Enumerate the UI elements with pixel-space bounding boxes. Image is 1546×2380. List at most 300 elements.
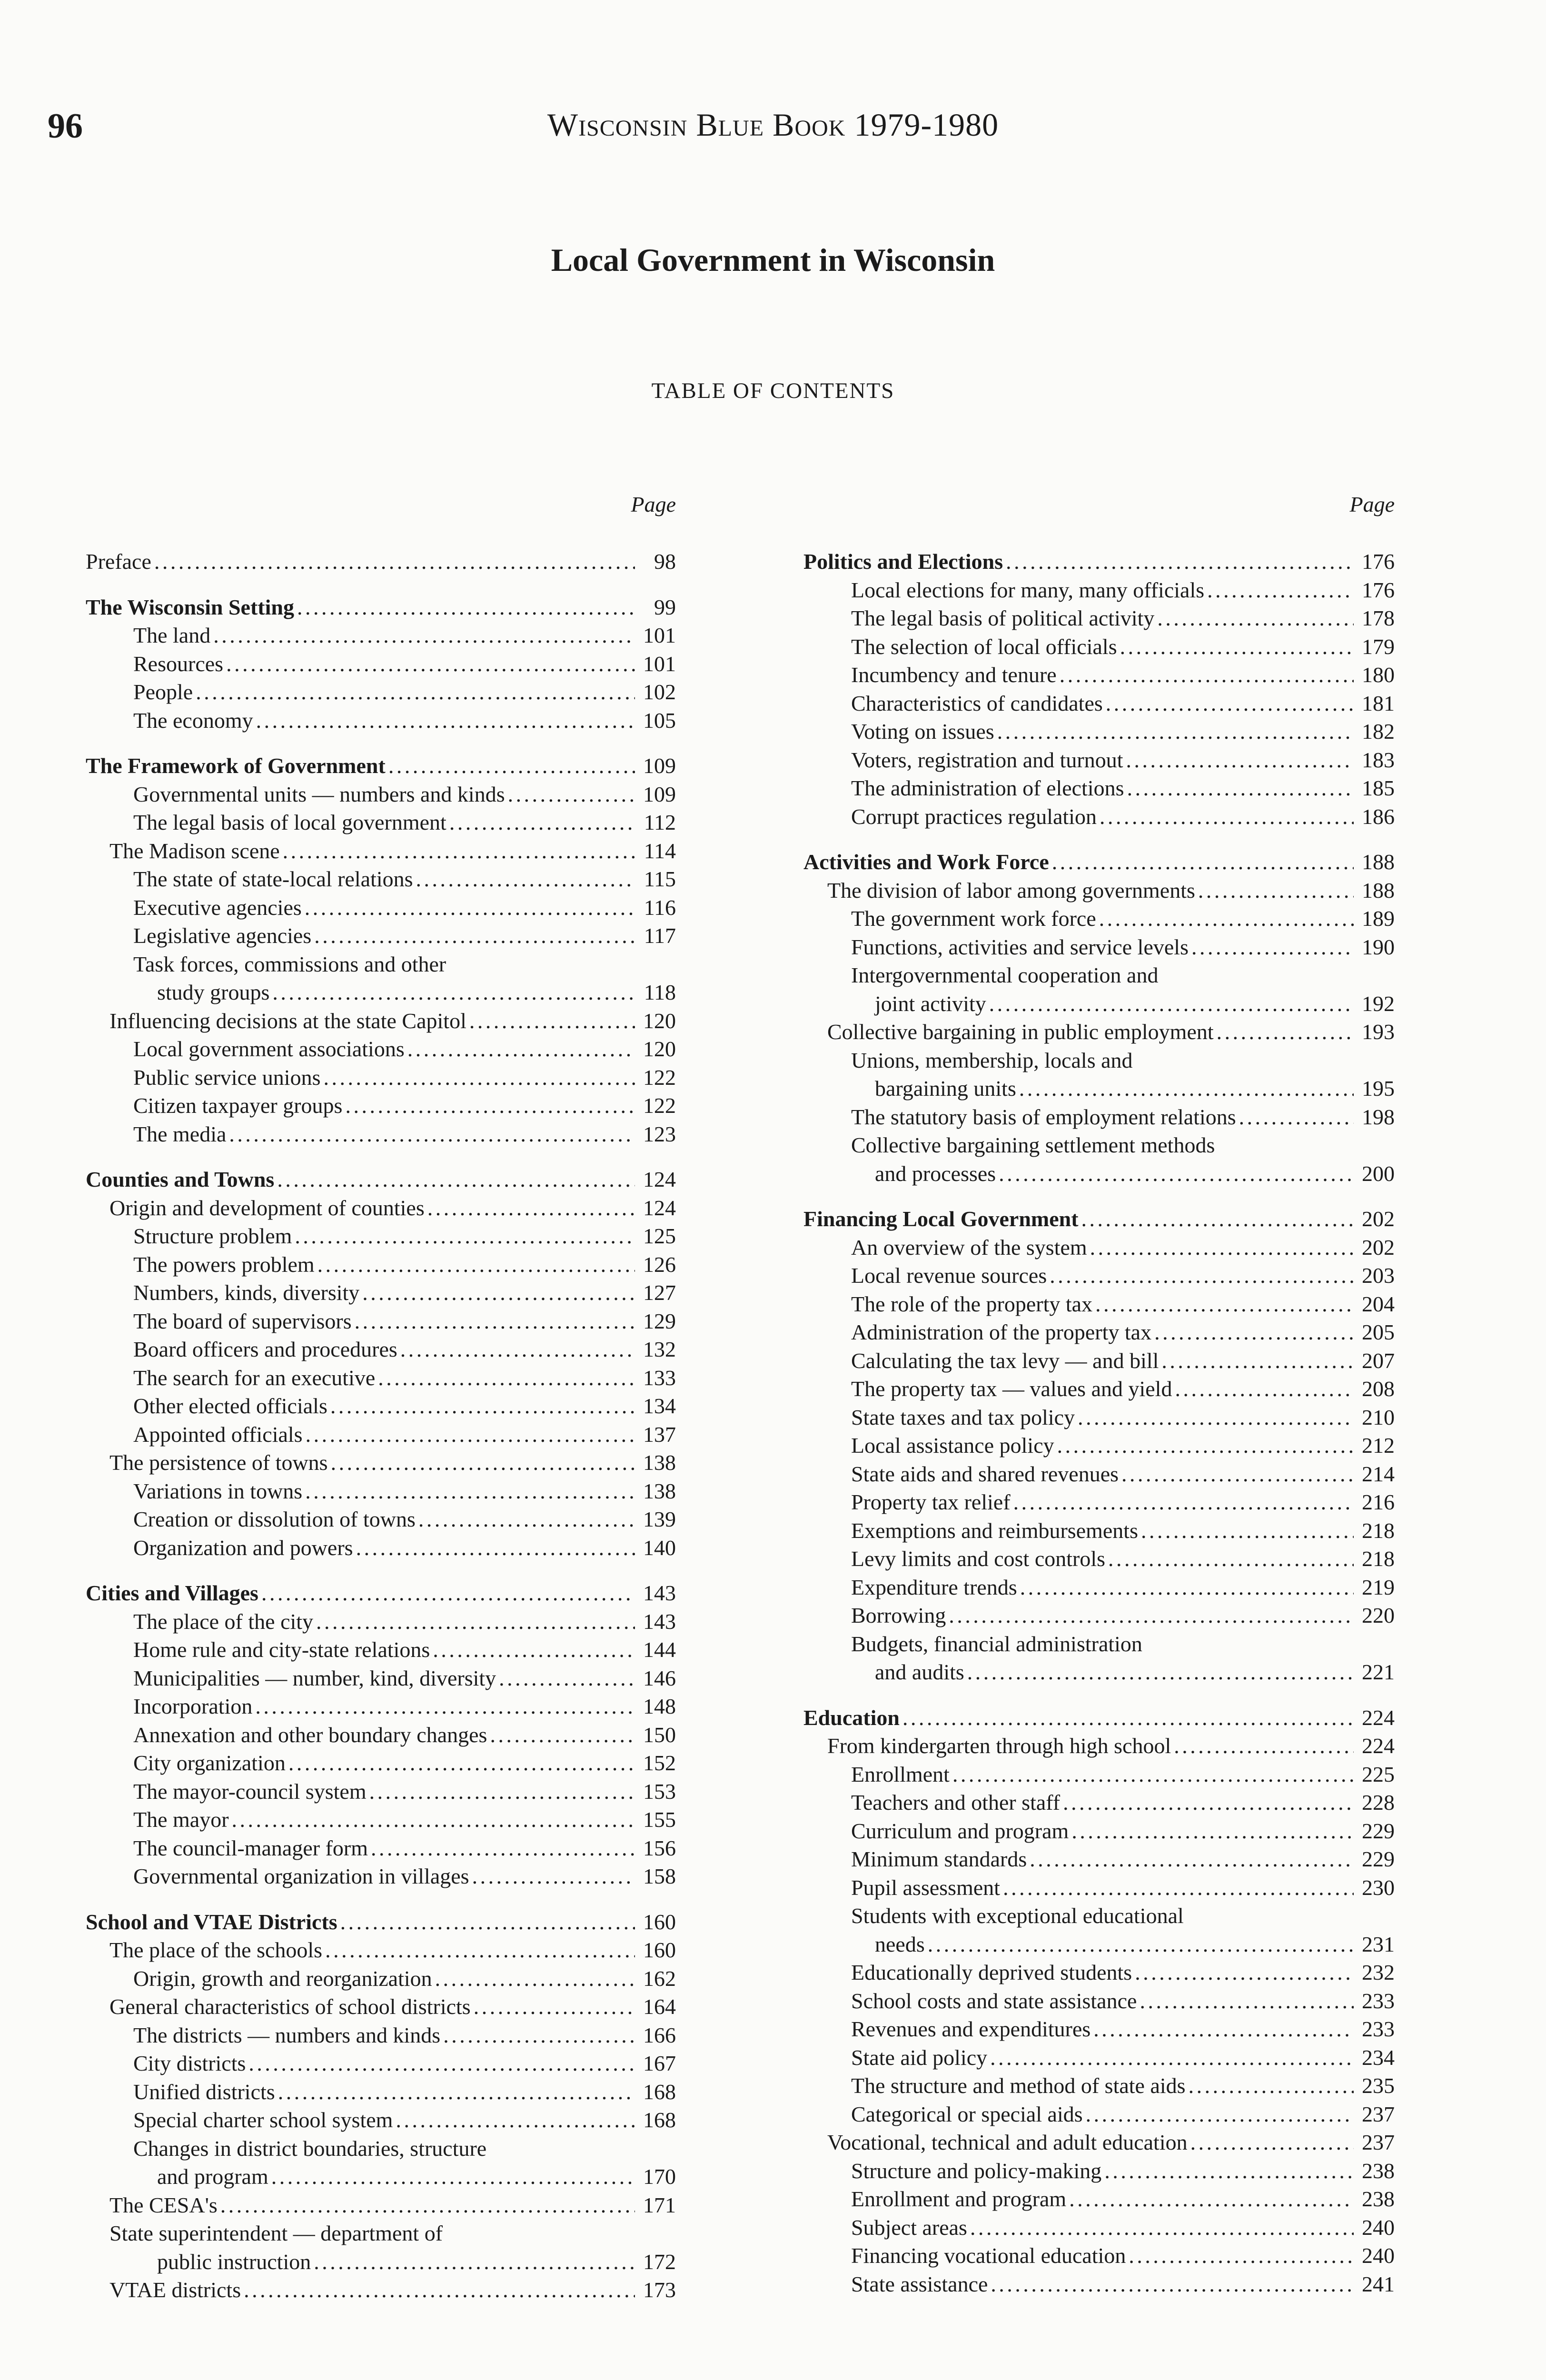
dot-leader [314, 922, 635, 950]
toc-entry[interactable] [86, 1222, 676, 1250]
toc-entry-page: 102 [643, 680, 676, 704]
toc-entry[interactable] [86, 2191, 676, 2220]
toc-entry[interactable] [86, 1335, 676, 1364]
toc-entry-page: 138 [643, 1450, 676, 1475]
dot-leader [371, 1834, 635, 1863]
toc-entry-title: The legal basis of local government [133, 810, 446, 834]
toc-entry-title: The mayor-council system [133, 1779, 367, 1804]
toc-entry-page: 198 [1362, 1104, 1395, 1129]
toc-entry[interactable] [86, 1749, 676, 1777]
toc-entry[interactable] [803, 1160, 1395, 1188]
toc-entry-title: Local government associations [133, 1037, 405, 1061]
toc-entry[interactable] [86, 1692, 676, 1721]
toc-entry[interactable] [86, 808, 676, 837]
toc-entry[interactable] [86, 2049, 676, 2078]
dot-leader [474, 1993, 635, 2021]
toc-entry-page: 179 [1362, 634, 1395, 659]
toc-entry-page: 182 [1362, 719, 1395, 744]
dot-leader [1141, 1517, 1354, 1545]
toc-entry-title: The administration of elections [851, 776, 1124, 800]
dot-leader [213, 621, 635, 650]
toc-entry[interactable] [803, 1987, 1395, 2015]
toc-entry-page: 224 [1362, 1705, 1395, 1730]
toc-entry[interactable] [803, 1845, 1395, 1874]
dot-leader [340, 1908, 635, 1936]
toc-entry[interactable] [803, 803, 1395, 831]
toc-entry-title: Incumbency and tenure [851, 663, 1057, 687]
toc-entry-title: The economy [133, 708, 253, 733]
toc-entry[interactable] [86, 1834, 676, 1863]
toc-entry[interactable] [86, 1194, 676, 1222]
toc-entry-page: 233 [1362, 2017, 1395, 2041]
toc-entry[interactable] [86, 1777, 676, 1806]
toc-entry[interactable] [86, 922, 676, 950]
dot-leader [1140, 1987, 1354, 2015]
toc-entry-title: General characteristics of school districts [109, 1994, 471, 2019]
toc-section [86, 593, 676, 735]
toc-entry-page: 180 [1362, 663, 1395, 687]
toc-entry[interactable] [803, 1261, 1395, 1290]
toc-column-right [803, 490, 1395, 2315]
toc-entry-title: The place of the schools [109, 1938, 323, 1962]
dot-leader [1086, 2100, 1354, 2129]
toc-entry-page: 225 [1362, 1762, 1395, 1786]
toc-entry-title: People [133, 680, 193, 704]
toc-entry-page: 158 [643, 1864, 676, 1888]
toc-entry-page: 183 [1362, 747, 1395, 772]
toc-section-heading[interactable] [86, 547, 676, 576]
toc-entry[interactable] [803, 633, 1395, 661]
toc-entry[interactable] [803, 1403, 1395, 1432]
toc-entry-page: 181 [1362, 691, 1395, 715]
toc-entry-title: The role of the property tax [851, 1291, 1093, 1316]
toc-entry-title: Expenditure trends [851, 1575, 1017, 1599]
dot-leader [928, 1930, 1354, 1959]
toc-entry-title: From kindergarten through high school [827, 1734, 1171, 1758]
dot-leader [1090, 1233, 1354, 1262]
toc-entry-page: 168 [643, 2079, 676, 2104]
dot-leader [427, 1194, 635, 1222]
toc-column-left [86, 490, 676, 2321]
dot-leader [1104, 2157, 1354, 2185]
toc-entry-page: 109 [643, 782, 676, 806]
toc-entry-page: 144 [643, 1637, 676, 1662]
toc-entry[interactable] [803, 2015, 1395, 2043]
toc-entry-page: 152 [643, 1751, 676, 1775]
toc-entry[interactable] [803, 1545, 1395, 1573]
toc-entry-title: Categorical or special aids [851, 2102, 1083, 2126]
dot-leader [317, 1250, 635, 1279]
toc-entry-title: Creation or dissolution of towns [133, 1507, 416, 1531]
toc-entry-page: 171 [643, 2192, 676, 2217]
toc-entry-page: 148 [643, 1694, 676, 1718]
toc-entry[interactable] [86, 1664, 676, 1693]
toc-entry-page: 127 [643, 1280, 676, 1305]
toc-entry[interactable] [86, 2021, 676, 2050]
toc-entry-title: Voters, registration and turnout [851, 747, 1123, 772]
toc-entry-page: 122 [643, 1065, 676, 1090]
toc-entry[interactable] [803, 576, 1395, 605]
toc-entry-title: State assistance [851, 2271, 988, 2296]
toc-entry-title: Governmental organization in villages [133, 1864, 469, 1888]
dot-leader [1100, 803, 1354, 831]
toc-entry-title: The statutory basis of employment relations [851, 1104, 1236, 1129]
toc-entry-title: Counties and Towns [86, 1167, 275, 1191]
toc-entry[interactable] [803, 2128, 1395, 2157]
toc-entry[interactable] [86, 678, 676, 706]
toc-entry-page: 208 [1362, 1377, 1395, 1401]
toc-entry-continuation: public instruction [157, 2249, 311, 2274]
toc-entry-page: 137 [643, 1422, 676, 1447]
toc-entry[interactable] [803, 933, 1395, 962]
toc-entry-page: 232 [1362, 1960, 1395, 1984]
toc-entry[interactable] [86, 2248, 676, 2276]
toc-entry-page: 150 [643, 1722, 676, 1747]
dot-leader [306, 1420, 635, 1449]
toc-entry[interactable] [803, 2043, 1395, 2072]
toc-entry[interactable] [803, 2185, 1395, 2213]
toc-entry-page: 153 [643, 1779, 676, 1804]
toc-entry-page: 188 [1362, 878, 1395, 902]
toc-entry-page: 99 [654, 595, 676, 619]
toc-entry-title: Administration of the property tax [851, 1320, 1152, 1344]
dot-leader [1052, 848, 1354, 876]
toc-entry-title: The Wisconsin Setting [86, 595, 294, 619]
toc-entry[interactable] [86, 621, 676, 650]
toc-entry-page: 218 [1362, 1547, 1395, 1571]
toc-entry[interactable] [803, 1290, 1395, 1319]
toc-entry[interactable] [86, 1993, 676, 2021]
dot-leader [330, 1392, 635, 1420]
toc-entry-title: Corrupt practices regulation [851, 804, 1097, 829]
toc-entry[interactable] [86, 1805, 676, 1834]
toc-entry[interactable] [86, 1420, 676, 1449]
dot-leader [1190, 2128, 1354, 2157]
dot-leader [220, 2191, 635, 2220]
toc-entry-title: Governmental units — numbers and kinds [133, 782, 505, 806]
toc-section-heading[interactable] [86, 1908, 676, 1936]
toc-entry-continuation: bargaining units [875, 1076, 1016, 1101]
toc-entry[interactable] [803, 1488, 1395, 1517]
toc-entry[interactable] [86, 978, 676, 1007]
toc-entry[interactable] [803, 2241, 1395, 2270]
toc-entry[interactable] [803, 904, 1395, 933]
toc-entry[interactable] [86, 1862, 676, 1891]
toc-entry-page: 123 [643, 1121, 676, 1146]
toc-entry-title: The Madison scene [109, 838, 280, 863]
toc-entry-title: Activities and Work Force [803, 850, 1049, 874]
dot-leader [226, 650, 635, 678]
toc-entry-page: 221 [1362, 1660, 1395, 1684]
toc-entry[interactable] [803, 1601, 1395, 1630]
toc-entry[interactable] [86, 1091, 676, 1120]
dot-leader [1129, 2241, 1354, 2270]
toc-entry-title: Variations in towns [133, 1478, 303, 1503]
toc-entry-page: 116 [644, 895, 676, 920]
toc-entry-title: The structure and method of state aids [851, 2073, 1186, 2098]
toc-list-right [803, 547, 1395, 2298]
page-label: Page [1349, 492, 1395, 516]
toc-entry-page: 155 [643, 1807, 676, 1832]
toc-entry[interactable] [86, 837, 676, 865]
dot-leader [1078, 1403, 1354, 1432]
toc-entry[interactable] [86, 2106, 676, 2134]
toc-entry[interactable] [803, 1460, 1395, 1488]
toc-entry[interactable] [86, 706, 676, 735]
toc-entry-page: 186 [1362, 804, 1395, 829]
dot-leader [1060, 661, 1354, 689]
toc-entry[interactable] [803, 1431, 1395, 1460]
toc-section-heading[interactable] [86, 593, 676, 622]
toc-entry[interactable] [803, 1658, 1395, 1686]
toc-entry[interactable] [86, 1307, 676, 1336]
toc-entry[interactable] [803, 661, 1395, 689]
toc-entry-title: Structure problem [133, 1224, 292, 1248]
dot-leader [283, 837, 635, 865]
toc-entry[interactable] [86, 1607, 676, 1636]
dot-leader [1121, 1460, 1354, 1488]
toc-section-heading[interactable] [803, 1704, 1395, 1732]
toc-entry-page: 240 [1362, 2243, 1395, 2268]
toc-section-heading[interactable] [86, 752, 676, 780]
toc-entry[interactable] [803, 2100, 1395, 2129]
toc-entry-title: The Framework of Government [86, 754, 386, 778]
toc-entry-page: 167 [643, 2051, 676, 2075]
toc-entry-page: 238 [1362, 2158, 1395, 2183]
toc-entry[interactable] [803, 2072, 1395, 2100]
toc-entry-title: Organization and powers [133, 1535, 353, 1560]
dot-leader [1013, 1488, 1354, 1517]
toc-entry[interactable] [86, 1505, 676, 1534]
toc-entry[interactable] [86, 1063, 676, 1092]
dot-leader [435, 1964, 635, 1993]
toc-section [86, 752, 676, 1148]
dot-leader [997, 717, 1354, 746]
toc-entry-page: 117 [644, 923, 676, 948]
dot-leader [999, 1160, 1354, 1188]
toc-entry[interactable] [86, 1279, 676, 1307]
toc-entry[interactable] [803, 774, 1395, 803]
toc-entry-title: Property tax relief [851, 1490, 1011, 1514]
toc-entry[interactable] [803, 746, 1395, 774]
dot-leader [1003, 1874, 1354, 1902]
dot-leader [1093, 2015, 1354, 2043]
toc-entry-continuation: and audits [875, 1660, 964, 1684]
dot-leader [229, 1120, 635, 1149]
toc-entry[interactable] [86, 1477, 676, 1506]
dot-leader [469, 1007, 635, 1035]
toc-entry[interactable] [803, 689, 1395, 718]
toc-entry-page: 241 [1362, 2271, 1395, 2296]
dot-leader [1198, 876, 1354, 905]
toc-entry-page: 204 [1362, 1291, 1395, 1316]
toc-entry-title: City districts [133, 2051, 246, 2075]
dot-leader [1191, 933, 1354, 962]
toc-entry-title: Minimum standards [851, 1847, 1027, 1871]
toc-section-heading[interactable] [803, 1205, 1395, 1233]
toc-entry[interactable] [86, 1120, 676, 1149]
dot-leader [1006, 547, 1354, 576]
toc-entry-title: Levy limits and cost controls [851, 1547, 1106, 1571]
toc-entry-page: 118 [644, 980, 676, 1004]
toc-entry[interactable] [803, 1318, 1395, 1347]
toc-entry-title: Calculating the tax levy — and bill [851, 1348, 1159, 1373]
dot-leader [244, 2276, 635, 2304]
toc-entry[interactable] [803, 1930, 1395, 1959]
toc-entry-page: 172 [643, 2249, 676, 2274]
toc-entry[interactable] [803, 1732, 1395, 1760]
dot-leader [248, 2049, 635, 2078]
toc-entry-title: Local assistance policy [851, 1433, 1054, 1458]
toc-entry-page: 122 [643, 1093, 676, 1118]
toc-entry-title: The board of supervisors [133, 1309, 352, 1333]
toc-entry-page: 237 [1362, 2102, 1395, 2126]
toc-entry[interactable] [803, 1958, 1395, 1987]
toc-entry[interactable] [803, 1347, 1395, 1375]
toc-entry-title: School costs and state assistance [851, 1988, 1137, 2013]
page-number: 96 [48, 107, 83, 146]
toc-entry[interactable] [803, 876, 1395, 905]
dot-leader [261, 1579, 635, 1607]
toc-entry-title: The CESA's [109, 2192, 218, 2217]
toc-entry[interactable] [803, 1760, 1395, 1789]
toc-entry[interactable] [86, 1364, 676, 1392]
toc-entry[interactable] [803, 717, 1395, 746]
toc-entry-title: The search for an executive [133, 1365, 376, 1390]
toc-entry[interactable] [86, 1250, 676, 1279]
toc-entry-page: 218 [1362, 1518, 1395, 1543]
toc-entry-title: Resources [133, 651, 224, 676]
toc-entry-page: 202 [1362, 1207, 1395, 1231]
toc-entry[interactable] [86, 1964, 676, 1993]
toc-entry[interactable] [86, 1636, 676, 1664]
toc-entry[interactable] [803, 2213, 1395, 2242]
dot-leader [949, 1601, 1354, 1630]
dot-leader [952, 1760, 1354, 1789]
toc-entry[interactable] [803, 1018, 1395, 1046]
toc-entry[interactable] [86, 650, 676, 678]
dot-leader [1135, 1958, 1354, 1987]
toc-entry-page: 162 [643, 1966, 676, 1991]
toc-entry-title: Local elections for many, many officials [851, 577, 1205, 602]
dot-leader [256, 706, 635, 735]
toc-entry-title: Annexation and other boundary changes [133, 1722, 487, 1747]
toc-entry-page: 178 [1362, 606, 1395, 630]
dot-leader [297, 593, 635, 622]
toc-entry-page: 193 [1362, 1020, 1395, 1044]
toc-entry-title: Origin, growth and reorganization [133, 1966, 432, 1991]
toc-entry-page: 173 [643, 2278, 676, 2302]
dot-leader [400, 1335, 635, 1364]
toc-entry[interactable] [86, 893, 676, 922]
dot-leader [1157, 604, 1354, 633]
dot-leader [1126, 746, 1354, 774]
dot-leader [331, 1448, 635, 1477]
toc-entry-title: Appointed officials [133, 1422, 303, 1447]
toc-entry-page: 195 [1362, 1076, 1395, 1101]
toc-entry-page: 190 [1362, 934, 1395, 959]
toc-entry[interactable] [803, 1233, 1395, 1262]
toc-section-heading[interactable] [803, 547, 1395, 576]
toc-entry[interactable] [86, 780, 676, 809]
toc-entry[interactable] [803, 1517, 1395, 1545]
dot-leader [1207, 576, 1354, 605]
dot-leader [1099, 904, 1354, 933]
toc-entry-title: Enrollment and program [851, 2187, 1067, 2211]
dot-leader [1154, 1318, 1354, 1347]
toc-entry-title: Pupil assessment [851, 1875, 1001, 1900]
toc-entry-title: State aid policy [851, 2045, 988, 2070]
toc-entry-title: Special charter school system [133, 2108, 393, 2132]
toc-entry-title: The powers problem [133, 1252, 315, 1277]
dot-leader [433, 1636, 635, 1664]
toc-entry-page: 202 [1362, 1235, 1395, 1259]
toc-entry-title: Students with exceptional educational [851, 1904, 1184, 1928]
toc-entry[interactable] [803, 1573, 1395, 1602]
toc-entry[interactable] [86, 2276, 676, 2304]
toc-entry[interactable] [86, 865, 676, 893]
toc-entry-title: Enrollment [851, 1762, 950, 1786]
toc-entry[interactable] [86, 1448, 676, 1477]
toc-entry[interactable] [803, 1375, 1395, 1403]
toc-entry-page: 143 [643, 1581, 676, 1605]
toc-section-heading[interactable] [803, 848, 1395, 876]
toc-entry-page: 220 [1362, 1603, 1395, 1627]
toc-entry[interactable] [86, 1035, 676, 1063]
toc-entry[interactable] [86, 1007, 676, 1035]
toc-entry[interactable] [86, 1392, 676, 1420]
toc-entry[interactable] [803, 990, 1395, 1018]
toc-entry[interactable] [803, 1788, 1395, 1817]
toc-entry-continuation: study groups [157, 980, 270, 1004]
toc-entry-title: The land [133, 623, 211, 647]
toc-entry-title: Voting on issues [851, 719, 994, 744]
toc-entry[interactable] [803, 1874, 1395, 1902]
toc-entry[interactable] [86, 2078, 676, 2106]
toc-entry[interactable] [803, 1817, 1395, 1845]
toc-entry[interactable] [803, 1074, 1395, 1103]
dot-leader [271, 2162, 635, 2191]
toc-entry-title: The property tax — values and yield [851, 1377, 1172, 1401]
toc-entry-title: Numbers, kinds, diversity [133, 1280, 360, 1305]
toc-section-heading[interactable] [86, 1165, 676, 1194]
toc-entry[interactable] [86, 2162, 676, 2191]
dot-leader [277, 1165, 635, 1194]
toc-entry[interactable] [803, 2157, 1395, 2185]
toc-entry[interactable] [86, 1534, 676, 1562]
dot-leader [1019, 1074, 1354, 1103]
dot-leader [355, 1307, 635, 1336]
toc-entry[interactable] [803, 2270, 1395, 2299]
toc-entry-title: Collective bargaining settlement methods [851, 1133, 1215, 1157]
toc-entry-title: Revenues and expenditures [851, 2017, 1091, 2041]
toc-entry-page: 185 [1362, 776, 1395, 800]
toc-entry-page: 233 [1362, 1988, 1395, 2013]
toc-entry[interactable] [803, 604, 1395, 633]
toc-entry-title: Executive agencies [133, 895, 302, 920]
toc-entry-title: City organization [133, 1751, 286, 1775]
toc-entry-page: 98 [654, 549, 676, 574]
toc-entry[interactable] [803, 1103, 1395, 1131]
toc-entry-page: 203 [1362, 1263, 1395, 1288]
dot-leader [418, 1505, 635, 1534]
toc-entry[interactable] [86, 1936, 676, 1964]
toc-entry-page: 240 [1362, 2215, 1395, 2240]
toc-entry-page: 126 [643, 1252, 676, 1277]
dot-leader [232, 1805, 635, 1834]
toc-entry[interactable] [86, 1721, 676, 1749]
toc-section-heading[interactable] [86, 1579, 676, 1607]
